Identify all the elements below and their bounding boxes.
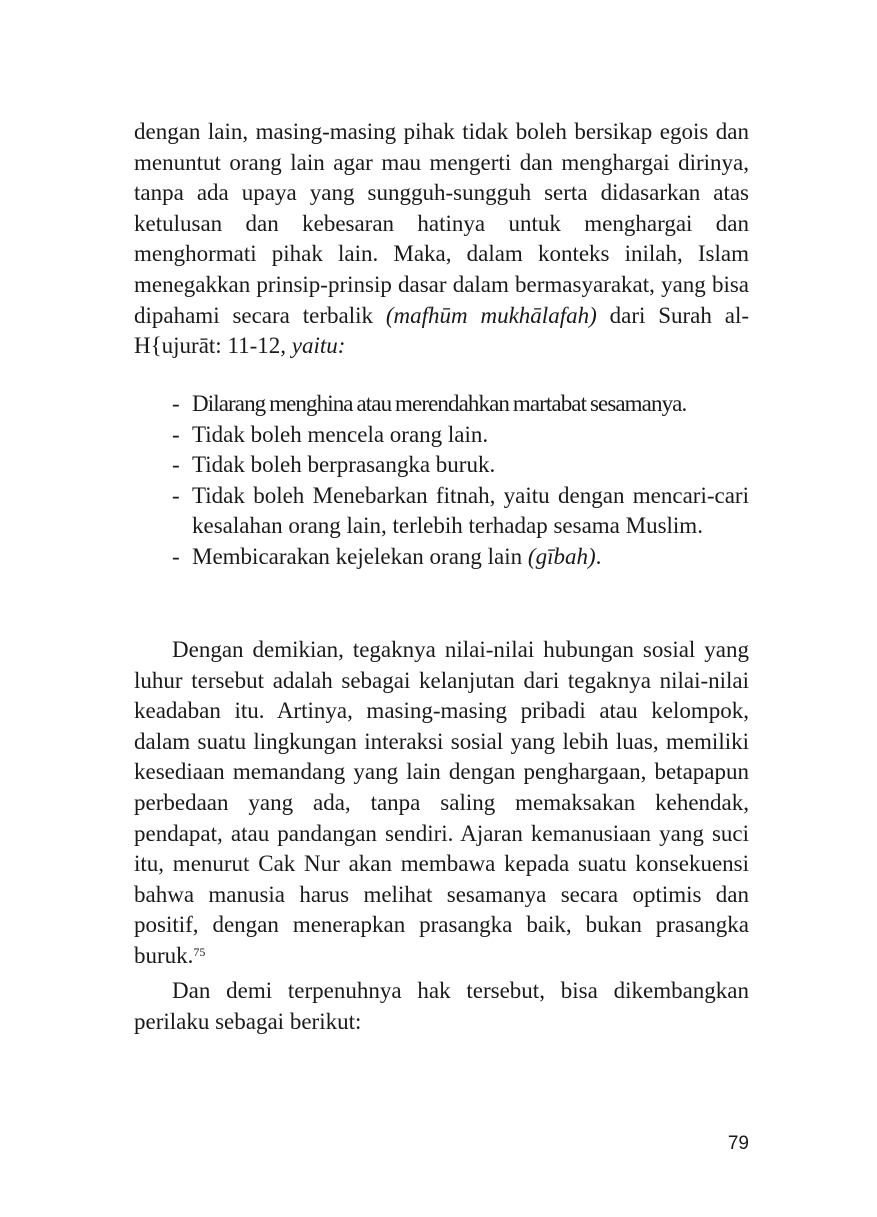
list-item [172,450,749,481]
surah-reference: dari Surah al-H{ujurāt: 11-12 [134,302,749,359]
list-item-text: Dilarang menghina atau merendahkan martabat sesamanya. [192,391,687,416]
list-item [172,542,749,573]
paragraph-3-text: Dan demi terpenuhnya hak tersebut, bisa dikembangkan perilaku sebagai berikut: [134,978,749,1034]
list-item [172,420,749,451]
list-dash: - [172,421,180,447]
term-gibah: (gībah) [527,543,596,569]
paragraph-2 [134,635,749,972]
list-item [172,389,749,420]
term-mafhum-mukhalafah: (mafhūm mukhālafah) [385,302,597,328]
footnote-marker[interactable]: 75 [193,944,206,959]
list-item-text: Tidak boleh berprasangka buruk. [192,452,496,478]
book-page [134,0,749,1217]
list-dash: - [172,543,180,569]
paragraph-2-text: Dengan demikian, tegaknya nilai-nilai hubungan sosial yang luhur tersebut adalah sebagai kelanjutan dari tegaknya nilai-nilai keadaban itu. Artinya, masing-masing pribadi atau kelompok, dalam suatu lingkungan interaksi sosial yang lebih luas, memiliki kesediaan memandang yang lain dengan penghargaan, betapapun perbedaan yang ada, tanpa saling memaksakan kehendak, pendapat, atau pandangan sendiri. Ajaran kemanusiaan yang suci itu, menurut Cak Nur akan membawa kepada suatu konsekuensi bahwa manusia harus melihat sesamanya secara optimis dan positif, dengan menerapkan prasangka baik, bukan prasangka buruk. [134,637,749,968]
list-item-end: . [595,543,602,569]
comma-yaitu: , yaitu: [280,333,346,359]
paragraph-3 [134,976,749,1037]
prohibition-list [172,389,749,573]
list-dash: - [172,482,180,508]
list-item-text: Membicarakan kejelekan orang lain [192,543,528,569]
list-dash: - [172,452,180,478]
list-dash: - [172,391,179,416]
list-item [172,481,749,542]
page-number: 79 [727,1133,749,1154]
list-item-text: Tidak boleh Menebarkan fitnah, yaitu dengan mencari-cari kesalahan orang lain, terlebih terhadap sesama Muslim. [192,482,749,539]
paragraph-1 [134,117,749,362]
paragraph-1-text: dengan lain, masing-masing pihak tidak boleh bersikap egois dan menuntut orang lain agar mau mengerti dan menghargai dirinya, tanpa ada upaya yang sungguh-sungguh serta didasarkan atas ketulusan dan kebesaran hatinya untuk menghargai dan menghormati pihak lain. Maka, dalam konteks inilah, Islam menegakkan prinsip-prinsip dasar dalam bermasyarakat, yang bisa dipahami secara terbalik [134,119,749,328]
list-item-text: Tidak boleh mencela orang lain. [192,421,489,447]
